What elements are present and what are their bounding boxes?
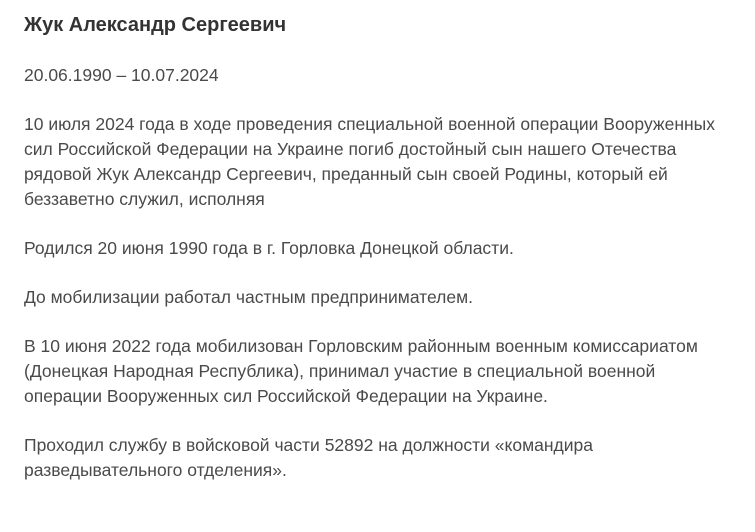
paragraph-death: 10 июля 2024 года в ходе проведения специальной военной операции Вооруженных сил Российской Федерации на Украине погиб достойный сын нашего Отечества рядовой Жук Александр Сергеевич, преданный сын своей Родины, который ей беззаветно служил, исполняя (24, 114, 715, 209)
paragraph-occupation: До мобилизации работал частным предпринимателем. (24, 287, 473, 307)
article (24, 10, 734, 483)
paragraph-service: Проходил службу в войсковой части 52892 на должности «командира разведывательного отделения». (24, 435, 593, 480)
paragraph-birth: Родился 20 июня 1990 года в г. Горловка Донецкой области. (24, 238, 514, 258)
paragraph-mobilization: В 10 июня 2022 года мобилизован Горловским районным военным комиссариатом (Донецкая Народная Республика), принимал участие в специальной военной операции Вооруженных сил Российской Федерации на Украине. (24, 336, 698, 406)
page-title: Жук Александр Сергеевич (24, 14, 287, 36)
life-dates: 20.06.1990 – 10.07.2024 (24, 65, 219, 85)
